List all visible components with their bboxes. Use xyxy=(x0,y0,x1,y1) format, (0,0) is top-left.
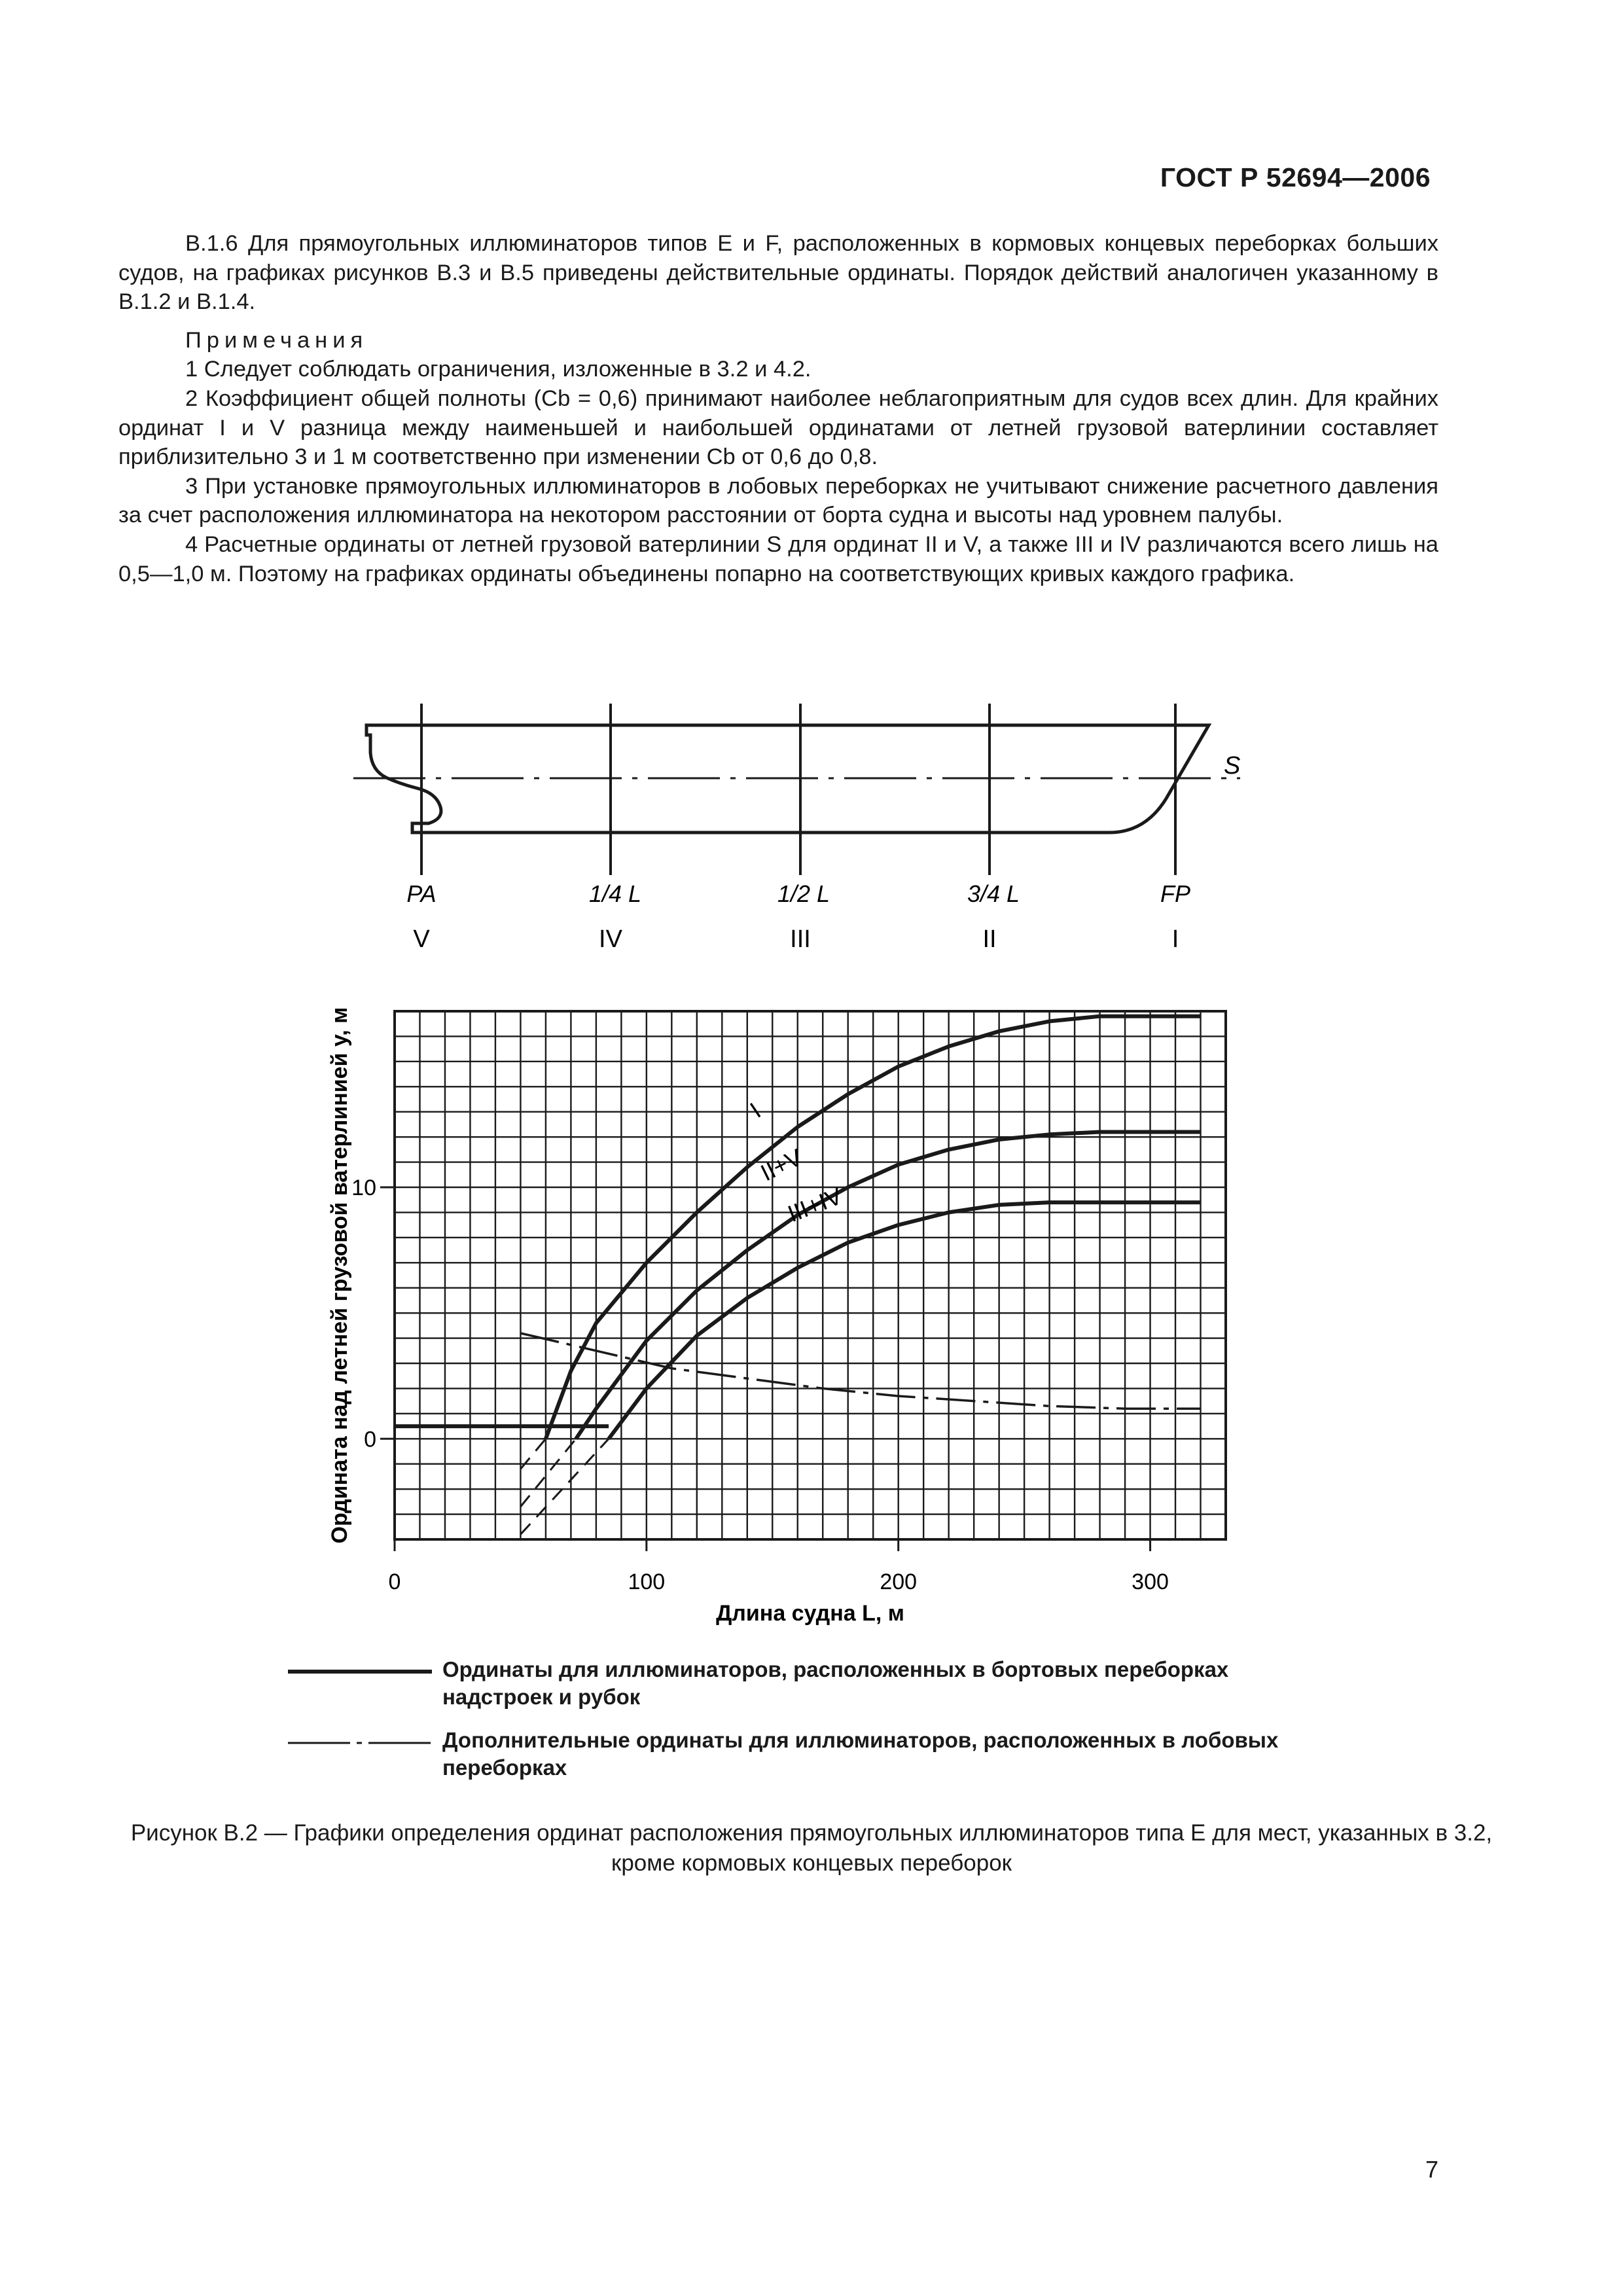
station-label-fp: FP xyxy=(1160,880,1191,907)
station-numeral-v: V xyxy=(413,925,430,953)
paragraph-b16: В.1.6 Для прямоугольных иллюминаторов типов Е и F, расположенных в кормовых концевых переборках больших судов, на графиках рисунков В.3 и В.5 приведены действительные ординаты. Порядок действий аналогичен указанному в В.1.2 и В.1.4. xyxy=(118,231,1438,315)
chart xyxy=(327,1007,1226,1626)
x-tick-label: 0 xyxy=(388,1570,401,1594)
series-label: III+IV xyxy=(784,1182,846,1228)
notes-title: Примечания xyxy=(185,327,368,353)
station-label-quarter: 1/4 L xyxy=(588,880,642,907)
station-label-half: 1/2 L xyxy=(777,880,830,907)
note-1: 1 Следует соблюдать ограничения, изложенные в 3.2 и 4.2. xyxy=(185,357,812,382)
y-tick-label: 10 xyxy=(351,1175,376,1200)
note-2: 2 Коэффициент общей полноты (Cb = 0,6) принимают наиболее неблагоприятным для судов всех длин. Для крайних ординат I и V разница между наименьшей и наибольшей ординатами от летней грузовой ватерлинии составляет приблизительно 3 и 1 м соответственно при изменении Cb от 0,6 до 0,8. xyxy=(118,386,1438,470)
series-line-ii-v xyxy=(576,1132,1200,1439)
x-tick-label: 300 xyxy=(1132,1570,1169,1594)
note-3: 3 При установке прямоугольных иллюминаторов в лобовых переборках не учитывают снижение расчетного давления за счет расположения иллюминатора на некотором расстоянии от борта судна и высоты над уровнем палубы. xyxy=(118,473,1438,528)
x-tick-label: 100 xyxy=(628,1570,666,1594)
document-header: ГОСТ Р 52694—2006 xyxy=(1160,162,1431,192)
x-axis-label: Длина судна L, м xyxy=(716,1601,904,1626)
x-tick-label: 200 xyxy=(880,1570,918,1594)
station-numeral-iv: IV xyxy=(599,925,622,953)
chart-grid xyxy=(395,1011,1226,1539)
y-axis-label: Ордината над летней грузовой ватерлинией y, м xyxy=(327,1007,352,1544)
chart-axes xyxy=(327,1007,1226,1626)
hull-diagram xyxy=(353,704,1240,875)
station-numeral-i: I xyxy=(1171,925,1179,953)
series-label: II+V xyxy=(756,1143,807,1187)
station-label-pa: PA xyxy=(406,880,437,907)
plot-frame xyxy=(395,1011,1226,1539)
station-numeral-ii: II xyxy=(982,925,997,953)
series-line-5 xyxy=(520,1439,576,1507)
legend-solid-text: Ординаты для иллюминаторов, расположенных в бортовых переборках надстроек и рубок xyxy=(442,1657,1229,1709)
station-label-three-quarter: 3/4 L xyxy=(967,880,1020,907)
series-label: I xyxy=(745,1097,766,1123)
waterline-label: S xyxy=(1224,752,1241,780)
note-4: 4 Расчетные ординаты от летней грузовой ватерлинии S для ординат II и V, а также III и IV различаются всего лишь на 0,5—1,0 м. Поэтому на графиках ординаты объединены попарно на соответствующих кривых каждого графика. xyxy=(118,531,1438,586)
figure-caption: Рисунок В.2 — Графики определения ординат расположения прямоугольных иллюминаторов типа Е для мест, указанных в 3.2, кроме кормовых концевых переборок xyxy=(130,1820,1493,1876)
legend-dashdot-text: Дополнительные ординаты для иллюминаторов, расположенных в лобовых переборках xyxy=(442,1728,1279,1780)
page-number: 7 xyxy=(1425,2156,1439,2183)
y-tick-label: 0 xyxy=(364,1427,376,1452)
station-numeral-iii: III xyxy=(790,925,811,953)
